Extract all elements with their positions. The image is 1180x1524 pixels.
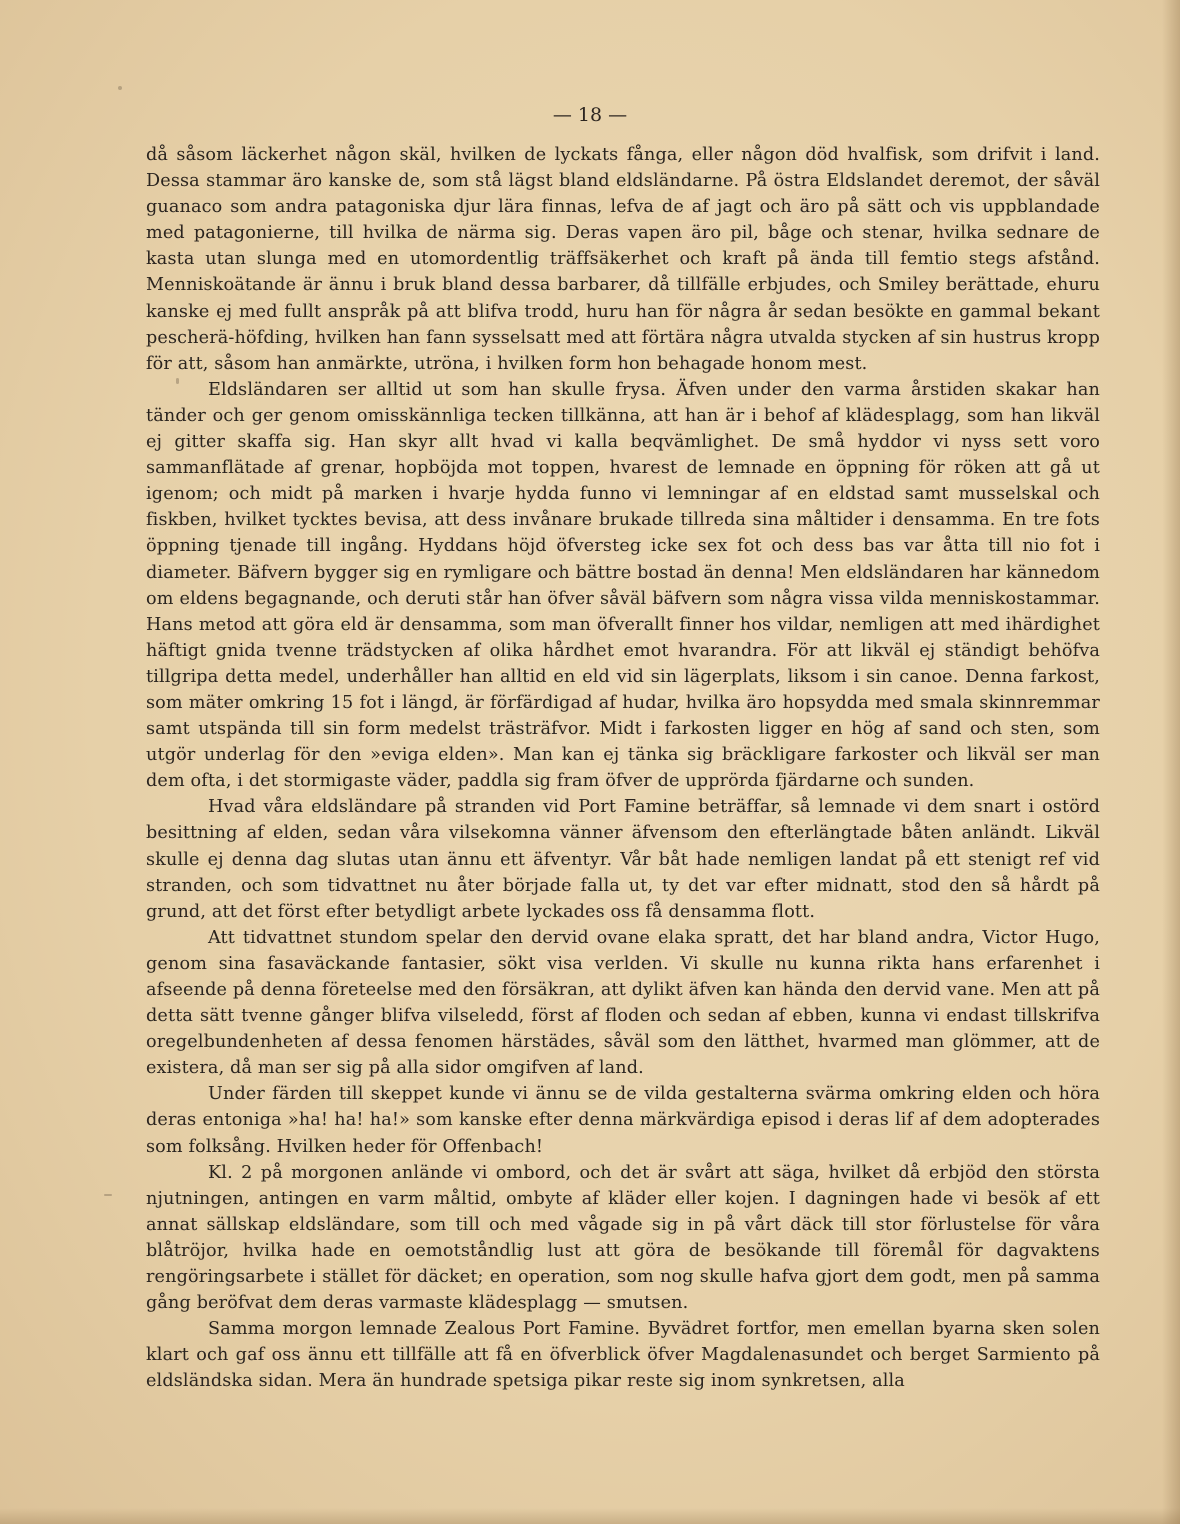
page-edge-shadow [1162,0,1180,1524]
paper-speck [104,1194,112,1196]
paragraph: Att tidvattnet stundom spelar den dervid ovane elaka spratt, det har bland andra, Victor Hugo, genom sina fasaväckande fantasier, sökt visa verlden. Vi skulle nu kunna rikta hans erfarenhet i afseende på denna företeelse med den försäkran, att dylikt äfven kan hända den dervid vane. Men att på detta sätt tvenne gånger blifva vilseledd, först af floden och sedan af ebben, kunna vi endast tillskrifva oregelbundenheten af dessa fenomen härstädes, såväl som den lätthet, hvarmed man glömmer, att de existera, då man ser sig på alla sidor omgifven af land. [146,927,1100,1079]
paragraph: Kl. 2 på morgonen anlände vi ombord, och det är svårt att säga, hvilket då erbjöd den största njutningen, antingen en varm måltid, ombyte af kläder eller kojen. I dagningen hade vi besök af ett annat sällskap eldsländare, som till och med vågade sig in på vårt däck till stor förlustelse för våra blåtröjor, hvilka hade en oemotståndlig lust att göra de besökande till föremål för dagvaktens rengöringsarbete i stället för däcket; en operation, som nog skulle hafva gjort dem godt, men på samma gång beröfvat dem deras varmaste klädesplagg — smutsen. [146,1162,1100,1314]
paragraph: då såsom läckerhet någon skäl, hvilken de lyckats fånga, eller någon död hvalfisk, som drifvit i land. Dessa stammar äro kanske de, som stå lägst bland eldsländarne. På östra Eldslandet deremot, der såväl guanaco som andra patagoniska djur lära finnas, lefva de af jagt och äro på sätt och vis uppblandade med patagonierne, till hvilka de närma sig. Deras vapen äro pil, båge och stenar, hvilka sednare de kasta utan slunga med en utomordentlig träffsäkerhet och kraft på ända till femtio stegs afstånd. Menniskoätande är ännu i bruk bland dessa barbarer, då tillfälle erbjudes, och Smiley berättade, ehuru kanske ej med fullt anspråk på att blifva trodd, huru han för några år sedan besökte en gammal bekant pescherä-höfding, hvilken han fann sysselsatt med att förtära några utvalda stycken af sin hustrus kropp för att, såsom han anmärkte, utröna, i hvilken form hon behagade honom mest. [146,145,1100,374]
page-bottom-shadow [0,1508,1180,1524]
paragraph: Eldsländaren ser alltid ut som han skulle frysa. Äfven under den varma årstiden skakar han tänder och ger genom omisskännliga tecken tillkänna, att han är i behof af klädesplagg, som han likväl ej gitter skaffa sig. Han skyr allt hvad vi kalla beqvämlighet. De små hyddor vi nyss sett voro sammanflätade af grenar, hopböjda mot toppen, hvarest de lemnade en öppning för röken att gå ut igenom; och midt på marken i hvarje hydda funno vi lemningar af en eldstad samt musselskal och fiskben, hvilket tycktes bevisa, att dess invånare brukade tillreda sina måltider i densamma. En tre fots öppning tjenade till ingång. Hyddans höjd öfversteg icke sex fot och dess bas var åtta till nio fot i diameter. Bäfvern bygger sig en rymligare och bättre bostad än denna! Men eldsländaren har kännedom om eldens begagnande, och deruti står han öfver såväl bäfvern som några vissa vilda menniskostammar. Hans metod att göra eld är densamma, som man öfverallt finner hos vildar, nemligen att med ihärdighet häftigt gnida tvenne trädstycken af olika hårdhet emot hvarandra. För att likväl ej ständigt behöfva tillgripa detta medel, underhåller han alltid en eld vid sin lägerplats, liksom i sin canoe. Denna farkost, som mäter omkring 15 fot i längd, är förfärdigad af hudar, hvilka äro hopsydda med smala skinnremmar samt utspända till sin form medelst trästräfvor. Midt i farkosten ligger en hög af sand och sten, som utgör underlag för den »eviga elden». Man kan ej tänka sig bräckligare farkoster och likväl ser man dem ofta, i det stormigaste väder, paddla sig fram öfver de upprörda fjärdarne och sunden. [146,379,1100,792]
paragraph: Samma morgon lemnade Zealous Port Famine. Byvädret fortfor, men emellan byarna sken solen klart och gaf oss ännu ett tillfälle att få en öfverblick öfver Magdalenasundet och berget Sarmiento på eldsländska sidan. Mera än hundrade spetsiga pikar reste sig inom synkretsen, alla [146,1319,1100,1392]
body-text [146,142,1100,1395]
page-number: — 18 — [552,104,628,126]
paragraph: Hvad våra eldsländare på stranden vid Port Famine beträffar, så lemnade vi dem snart i ostörd besittning af elden, sedan våra vilsekomna vänner äfvensom den efterlängtade båten anländt. Likväl skulle ej denna dag slutas utan ännu ett äfventyr. Vår båt hade nemligen landat på ett stenigt ref vid stranden, och som tidvattnet nu åter började falla ut, ty det var efter midnatt, stod den så hårdt på grund, att det först efter betydligt arbete lyckades oss få densamma flott. [146,797,1100,922]
paper-speck [118,86,122,90]
paragraph: Under färden till skeppet kunde vi ännu se de vilda gestalterna svärma omkring elden och höra deras entoniga »ha! ha! ha!» som kanske efter denna märkvärdiga episod i deras lif af dem adopterades som folksång. Hvilken heder för Offenbach! [146,1084,1100,1157]
